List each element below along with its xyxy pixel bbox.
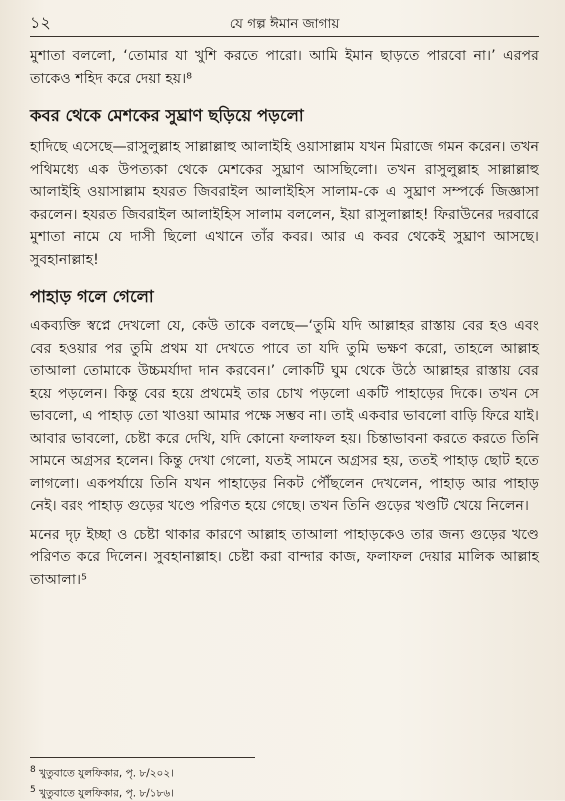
footnote-text: খুতুবাতে যুলফিকার, পৃ. ৮/২০২। [39, 768, 174, 780]
page-header [30, 10, 539, 37]
page-number: ১২ [30, 10, 70, 37]
section-body-mountain: একব্যক্তি স্বপ্নে দেখলো যে, কেউ তাকে বলছে—‘তুমি যদি আল্লাহর রাস্তায় বের হও এবং বের হওয়ার পর তুমি প্রথম যা দেখতে পাবে তা যদি তুমি ভক্ষণ করো, তাহলে আল্লাহ তাআলা তোমাকে উচ্চমর্যাদা দান করবেন।’ লোকটি ঘুম থেকে উঠে আল্লাহর রাস্তায় বের হয়ে পড়লেন। কিন্তু বের হয়ে প্রথমেই তার চোখ পড়লো একটি পাহাড়ের দিকে। তখন সে ভাবলো, এ পাহাড় তো খাওয়া আমার পক্ষে সম্ভব না। তাই একবার ভাবলো বাড়ি ফিরে যাই। আবার ভাবলো, চেষ্টা করে দেখি, যদি কোনো ফলাফল হয়। চিন্তাভাবনা করতে করতে তিনি সামনে অগ্রসর হলেন। কিন্তু দেখা গেলো, যতই সামনে অগ্রসর হয়, ততই পাহাড় ছোট হতে লাগলো। একপর্যায়ে তিনি যখন পাহাড়ের নিকট পৌঁছলেন দেখলেন, পাহাড় আর পাহাড় নেই। বরং পাহাড় গুড়ের খণ্ডে পরিণত হয়ে গেছে। তখন তিনি গুড়ের খণ্ডটি খেয়ে নিলেন। [30, 315, 539, 518]
section-heading-mountain: পাহাড় গলে গেলো [30, 285, 539, 309]
running-title: যে গল্প ঈমান জাগায় [70, 13, 499, 36]
intro-paragraph: মুশাতা বললো, ‘তোমার যা খুশি করতে পারো। আমি ইমান ছাড়তে পারবো না।’ এরপর তাকেও শহিদ করে দেয়া হয়।⁸ [30, 45, 539, 90]
footnote-separator [30, 757, 255, 758]
section-heading-fragrance: কবর থেকে মেশকের সুঘ্রাণ ছড়িয়ে পড়লো [30, 104, 539, 128]
section-conclusion: মনের দৃঢ় ইচ্ছা ও চেষ্টা থাকার কারণে আল্লাহ তাআলা পাহাড়কেও তার জন্য গুড়ের খণ্ডে পরিণত করে দিলেন। সুবহানাল্লাহ। চেষ্টা করা বান্দার কাজ, ফলাফল দেয়ার মালিক আল্লাহ তাআলা।⁵ [30, 524, 539, 592]
footnote-text: খুতুবাতে যুলফিকার, পৃ. ৮/১৮৬। [39, 787, 174, 799]
footnote-mark: 5 [30, 785, 36, 795]
section-body-fragrance: হাদিছে এসেছে—রাসুলুল্লাহ সাল্লাল্লাহু আলাইহি ওয়াসাল্লাম যখন মিরাজে গমন করেন। তখন পথিমধ্যে এক উপত্যকা থেকে মেশকের সুঘ্রাণ আসছিলো। তখন রাসুলুল্লাহ সাল্লাল্লাহু আলাইহি ওয়াসাল্লাম হযরত জিবরাইল আলাইহিস সালাম-কে এ সুঘ্রাণ সম্পর্কে জিজ্ঞাসা করলেন। হযরত জিবরাইল আলাইহিস সালাম বললেন, ইয়া রাসুলাল্লাহ! ফিরাউনের দরবারে মুশাতা নামে যে দাসী ছিলো এখানে তাঁর কবর। আর এ কবর থেকেই সুঘ্রাণ আসছে। সুবহানাল্লাহ! [30, 136, 539, 271]
footnote-mark: 8 [30, 765, 36, 775]
footnote-item [30, 762, 174, 782]
footnotes [30, 762, 174, 801]
footnote-item [30, 782, 174, 801]
